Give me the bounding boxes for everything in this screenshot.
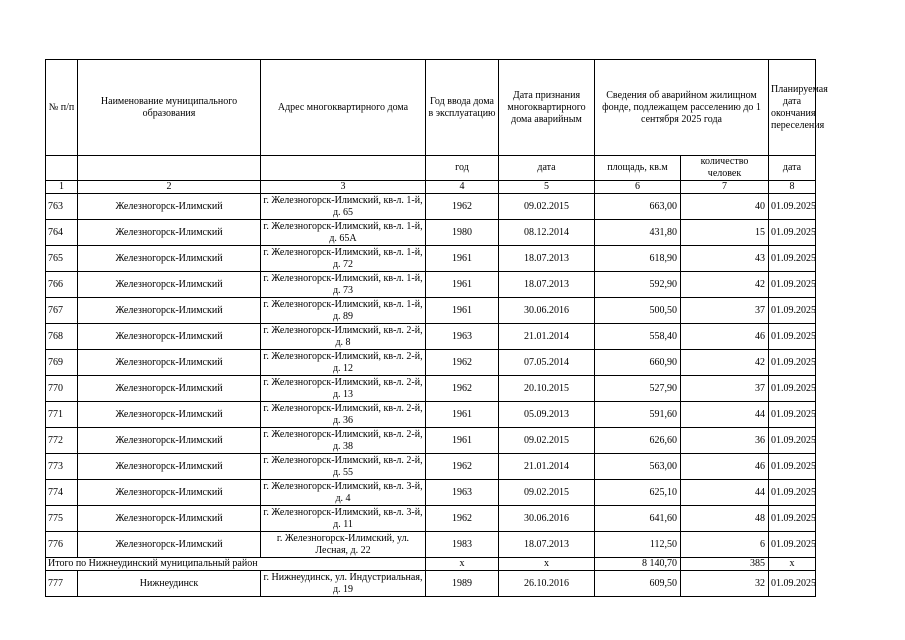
emergency-date: 09.02.2015	[499, 194, 595, 220]
people-count: 6	[681, 532, 769, 558]
sub-date: дата	[499, 156, 595, 181]
house-address: г. Железногорск-Илимский, кв-л. 2-й, д. 55	[261, 454, 426, 480]
people-count: 40	[681, 194, 769, 220]
emergency-date: 21.01.2014	[499, 324, 595, 350]
people-count: 42	[681, 350, 769, 376]
commission-year: 1961	[426, 402, 499, 428]
table-row	[46, 324, 816, 350]
table-row	[46, 220, 816, 246]
living-area: 660,90	[595, 350, 681, 376]
planned-date: 01.09.2025	[769, 402, 816, 428]
table-row	[46, 506, 816, 532]
municipality-name: Железногорск-Илимский	[78, 428, 261, 454]
column-number: 1	[46, 181, 78, 194]
sub-empty-3	[261, 156, 426, 181]
house-address: г. Железногорск-Илимский, кв-л. 1-й, д. 89	[261, 298, 426, 324]
table-row	[46, 480, 816, 506]
planned-date: 01.09.2025	[769, 194, 816, 220]
row-number: 776	[46, 532, 78, 558]
municipality-name: Железногорск-Илимский	[78, 272, 261, 298]
header-municipality: Наименование муниципального образования	[78, 60, 261, 156]
house-address: г. Железногорск-Илимский, кв-л. 1-й, д. 65	[261, 194, 426, 220]
house-address: г. Железногорск-Илимский, кв-л. 1-й, д. 65А	[261, 220, 426, 246]
commission-year: 1980	[426, 220, 499, 246]
planned-date: 01.09.2025	[769, 454, 816, 480]
living-area: 641,60	[595, 506, 681, 532]
row-number: 769	[46, 350, 78, 376]
municipality-name: Железногорск-Илимский	[78, 194, 261, 220]
row-number: 767	[46, 298, 78, 324]
total-people: 385	[681, 558, 769, 571]
municipality-name: Железногорск-Илимский	[78, 402, 261, 428]
row-number: 766	[46, 272, 78, 298]
column-number-row	[46, 181, 816, 194]
people-count: 44	[681, 480, 769, 506]
row-number: 763	[46, 194, 78, 220]
municipality-name: Железногорск-Илимский	[78, 480, 261, 506]
sub-plan: дата	[769, 156, 816, 181]
living-area: 626,60	[595, 428, 681, 454]
house-address: г. Нижнеудинск, ул. Индустриальная, д. 19	[261, 571, 426, 597]
emergency-date: 26.10.2016	[499, 571, 595, 597]
commission-year: 1961	[426, 428, 499, 454]
planned-date: 01.09.2025	[769, 428, 816, 454]
emergency-date: 08.12.2014	[499, 220, 595, 246]
row-number: 768	[46, 324, 78, 350]
header-address: Адрес многоквартирного дома	[261, 60, 426, 156]
living-area: 609,50	[595, 571, 681, 597]
table-row	[46, 454, 816, 480]
column-number: 2	[78, 181, 261, 194]
table-row	[46, 532, 816, 558]
people-count: 46	[681, 454, 769, 480]
emergency-date: 09.02.2015	[499, 428, 595, 454]
house-address: г. Железногорск-Илимский, кв-л. 2-й, д. 12	[261, 350, 426, 376]
living-area: 431,80	[595, 220, 681, 246]
emergency-date: 30.06.2016	[499, 298, 595, 324]
municipality-name: Железногорск-Илимский	[78, 454, 261, 480]
sub-area: площадь, кв.м	[595, 156, 681, 181]
row-number: 771	[46, 402, 78, 428]
house-address: г. Железногорск-Илимский, ул. Лесная, д. 22	[261, 532, 426, 558]
emergency-date: 30.06.2016	[499, 506, 595, 532]
living-area: 527,90	[595, 376, 681, 402]
planned-date: 01.09.2025	[769, 220, 816, 246]
living-area: 558,40	[595, 324, 681, 350]
house-address: г. Железногорск-Илимский, кв-л. 3-й, д. 11	[261, 506, 426, 532]
table-row	[46, 428, 816, 454]
people-count: 37	[681, 376, 769, 402]
people-count: 37	[681, 298, 769, 324]
living-area: 563,00	[595, 454, 681, 480]
commission-year: 1962	[426, 194, 499, 220]
commission-year: 1983	[426, 532, 499, 558]
living-area: 112,50	[595, 532, 681, 558]
living-area: 500,50	[595, 298, 681, 324]
municipality-name: Железногорск-Илимский	[78, 532, 261, 558]
commission-year: 1962	[426, 506, 499, 532]
table-row	[46, 298, 816, 324]
people-count: 36	[681, 428, 769, 454]
sub-empty-1	[46, 156, 78, 181]
table-header	[46, 60, 828, 194]
header-plan-date: Планируемая дата окончания переселения	[769, 60, 816, 156]
column-number: 8	[769, 181, 816, 194]
emergency-date: 21.01.2014	[499, 454, 595, 480]
municipality-name: Железногорск-Илимский	[78, 376, 261, 402]
commission-year: 1961	[426, 298, 499, 324]
people-count: 44	[681, 402, 769, 428]
emergency-date: 09.02.2015	[499, 480, 595, 506]
people-count: 48	[681, 506, 769, 532]
municipality-name: Железногорск-Илимский	[78, 506, 261, 532]
commission-year: 1961	[426, 246, 499, 272]
table-row	[46, 350, 816, 376]
row-number: 775	[46, 506, 78, 532]
total-year: х	[426, 558, 499, 571]
header-year: Год ввода дома в эксплуатацию	[426, 60, 499, 156]
commission-year: 1989	[426, 571, 499, 597]
row-number: 764	[46, 220, 78, 246]
municipality-name: Нижнеудинск	[78, 571, 261, 597]
total-row	[46, 558, 816, 571]
row-number: 773	[46, 454, 78, 480]
planned-date: 01.09.2025	[769, 506, 816, 532]
table-row	[46, 376, 816, 402]
row-number: 774	[46, 480, 78, 506]
total-area: 8 140,70	[595, 558, 681, 571]
house-address: г. Железногорск-Илимский, кв-л. 2-й, д. 13	[261, 376, 426, 402]
municipality-name: Железногорск-Илимский	[78, 324, 261, 350]
commission-year: 1962	[426, 376, 499, 402]
table-body	[46, 194, 816, 597]
living-area: 618,90	[595, 246, 681, 272]
emergency-date: 20.10.2015	[499, 376, 595, 402]
table-row	[46, 402, 816, 428]
table-row	[46, 194, 816, 220]
sub-year: год	[426, 156, 499, 181]
planned-date: 01.09.2025	[769, 571, 816, 597]
municipality-name: Железногорск-Илимский	[78, 220, 261, 246]
planned-date: 01.09.2025	[769, 376, 816, 402]
municipality-name: Железногорск-Илимский	[78, 298, 261, 324]
table-row	[46, 272, 816, 298]
header-fund-info: Сведения об аварийном жилищном фонде, подлежащем расселению до 1 сентября 2025 года	[595, 60, 769, 156]
total-date: х	[499, 558, 595, 571]
header-num: № п/п	[46, 60, 78, 156]
living-area: 591,60	[595, 402, 681, 428]
emergency-date: 18.07.2013	[499, 272, 595, 298]
housing-register-table	[45, 59, 828, 597]
column-number: 3	[261, 181, 426, 194]
column-number: 4	[426, 181, 499, 194]
commission-year: 1962	[426, 350, 499, 376]
living-area: 625,10	[595, 480, 681, 506]
column-number: 5	[499, 181, 595, 194]
table-row	[46, 571, 816, 597]
house-address: г. Железногорск-Илимский, кв-л. 3-й, д. 4	[261, 480, 426, 506]
table-row	[46, 246, 816, 272]
column-number: 7	[681, 181, 769, 194]
row-number: 777	[46, 571, 78, 597]
house-address: г. Железногорск-Илимский, кв-л. 2-й, д. 36	[261, 402, 426, 428]
people-count: 46	[681, 324, 769, 350]
house-address: г. Железногорск-Илимский, кв-л. 1-й, д. 73	[261, 272, 426, 298]
emergency-date: 05.09.2013	[499, 402, 595, 428]
emergency-date: 18.07.2013	[499, 532, 595, 558]
people-count: 43	[681, 246, 769, 272]
living-area: 592,90	[595, 272, 681, 298]
commission-year: 1963	[426, 480, 499, 506]
people-count: 32	[681, 571, 769, 597]
municipality-name: Железногорск-Илимский	[78, 350, 261, 376]
commission-year: 1963	[426, 324, 499, 350]
total-plan: х	[769, 558, 816, 571]
people-count: 15	[681, 220, 769, 246]
commission-year: 1961	[426, 272, 499, 298]
row-number: 770	[46, 376, 78, 402]
house-address: г. Железногорск-Илимский, кв-л. 1-й, д. 72	[261, 246, 426, 272]
house-address: г. Железногорск-Илимский, кв-л. 2-й, д. 38	[261, 428, 426, 454]
planned-date: 01.09.2025	[769, 532, 816, 558]
commission-year: 1962	[426, 454, 499, 480]
planned-date: 01.09.2025	[769, 272, 816, 298]
planned-date: 01.09.2025	[769, 324, 816, 350]
emergency-date: 18.07.2013	[499, 246, 595, 272]
total-label: Итого по Нижнеудинский муниципальный район	[46, 558, 426, 571]
municipality-name: Железногорск-Илимский	[78, 246, 261, 272]
header-date: Дата признания многоквартирного дома аварийным	[499, 60, 595, 156]
column-number: 6	[595, 181, 681, 194]
planned-date: 01.09.2025	[769, 350, 816, 376]
house-address: г. Железногорск-Илимский, кв-л. 2-й, д. 8	[261, 324, 426, 350]
living-area: 663,00	[595, 194, 681, 220]
planned-date: 01.09.2025	[769, 298, 816, 324]
people-count: 42	[681, 272, 769, 298]
planned-date: 01.09.2025	[769, 480, 816, 506]
sub-empty-2	[78, 156, 261, 181]
row-number: 765	[46, 246, 78, 272]
planned-date: 01.09.2025	[769, 246, 816, 272]
row-number: 772	[46, 428, 78, 454]
emergency-date: 07.05.2014	[499, 350, 595, 376]
sub-people: количество человек	[681, 156, 769, 181]
